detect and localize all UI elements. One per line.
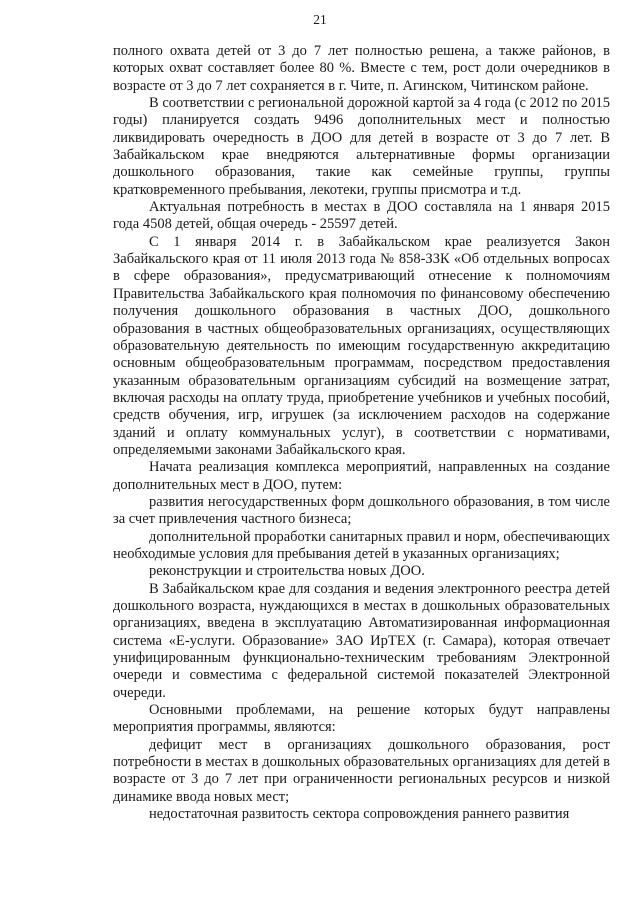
paragraph: полного охвата детей от 3 до 7 лет полностью решена, а также районов, в которых охват составляет более 80 %. Вместе с тем, рост доли очередников в возрасте от 3 до 7 лет сохраняется в г. Чите, п. Агинском, Читинском районе. — [113, 43, 610, 94]
list-item: недостаточная развитость сектора сопровождения раннего развития — [149, 806, 570, 823]
paragraph: С 1 января 2014 г. в Забайкальском крае реализуется Закон Забайкальского края от 11 июля 2013 года № 858-ЗЗК «Об отдельных вопросах в сфере образования», предусматривающий отнесение к полномочиям Правительства Забайкальского края полномочия по финансовому обеспечению получения дошкольного образования в частных ДОО, дошкольного образования в частных общеобразовательных организациях, осуществляющих образовательную деятельность по имеющим государственную аккредитацию основным общеобразовательным программам, посредством предоставления указанным образовательным организациям субсидий на возмещение затрат, включая расходы на оплату труда, приобретение учебников и учебных пособий, средств обучения, игр, игрушек (за исключением расходов на содержание зданий и оплату коммунальных услуг), в соответствии с нормативами, определяемыми законами Забайкальского края. — [113, 233, 610, 458]
paragraph: Начата реализация комплекса мероприятий, направленных на создание дополнительных мест в ДОО, путем: — [113, 459, 610, 493]
paragraph: Основными проблемами, на решение которых будут направлены мероприятия программы, являются: — [113, 702, 610, 736]
list-item: реконструкции и строительства новых ДОО. — [149, 563, 425, 580]
document-body — [113, 43, 610, 823]
list-item: развития негосударственных форм дошкольного образования, в том числе за счет привлечения частного бизнеса; — [113, 493, 610, 528]
paragraph: В соответствии с региональной дорожной картой за 4 года (с 2012 по 2015 годы) планируется создать 9496 дополнительных мест и полностью ликвидировать очередность в ДОО для детей в возрасте от 3 до 7 лет. В Забайкальском крае внедряются альтернативные формы организации дошкольного образования, такие как семейные группы, группы кратковременного пребывания, лекотеки, группы присмотра и т.д. — [113, 95, 610, 198]
paragraph: В Забайкальском крае для создания и ведения электронного реестра детей дошкольного возраста, нуждающихся в местах в дошкольных образовательных организациях, введена в эксплуатацию Автоматизированная информационная система «Е-услуги. Образование» ЗАО ИрТЕХ (г. Самара), которая отвечает унифицированным функционально-техническим требованиям Электронной очереди и совместима с федеральной системой показателей Электронной очереди. — [113, 580, 610, 701]
list-item: дополнительной проработки санитарных правил и норм, обеспечивающих необходимые условия для пребывания детей в указанных организациях; — [113, 528, 610, 562]
page-number: 21 — [313, 12, 327, 27]
paragraph: Актуальная потребность в местах в ДОО составляла на 1 января 2015 года 4508 детей, общая очередь - 25597 детей. — [113, 199, 610, 233]
list-item: дефицит мест в организациях дошкольного образования, рост потребности в местах в дошкольных образовательных организациях для детей в возрасте от 3 до 7 лет при ограниченности региональных ресурсов и низкой динамике ввода новых мест; — [113, 736, 610, 805]
